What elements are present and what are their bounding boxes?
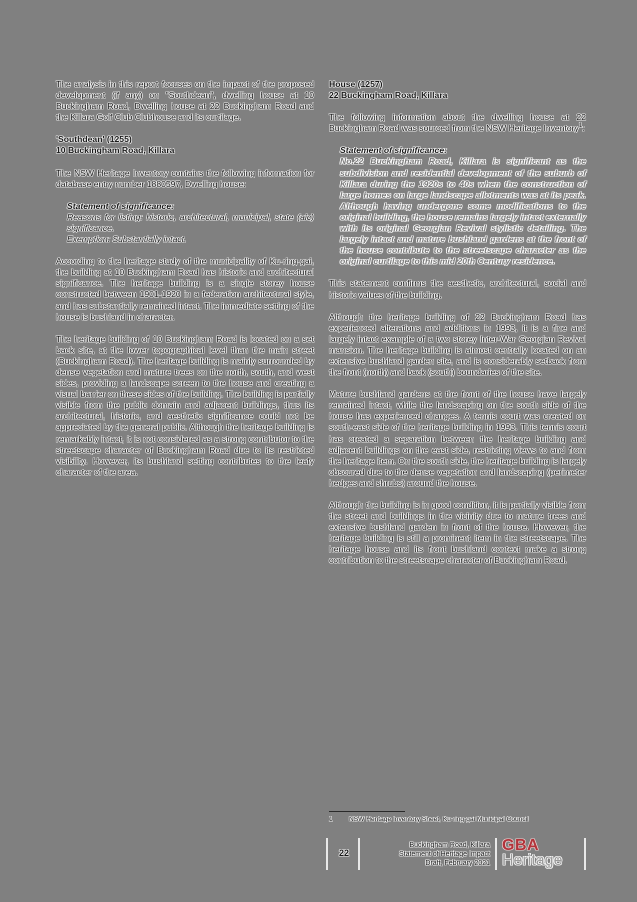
gba-heritage-logo — [502, 838, 582, 870]
setting-paragraph: The heritage building of 10 Buckingham Road is located on a set back site, at the lower topographical level than the main street (Buckingham Road). The heritage building is mainly surrounded by dense vegetation and mature trees on the north, south, and west sides, providing a landscape screen to the house and creating a visual barrier on these sides of the building. The building is partially visible from the public domain and adjacent buildings, thus its architectural, historic, and aesthetic significance could not be appreciated by the general public. Although the heritage building is remarkably intact, it is not considered as a strong contributor to the streetscape character of Buckingham Road due to its restricted visibility. However, its bushland setting contributes to the leafy character of the area. — [56, 333, 314, 477]
southdean-significance-quote — [67, 201, 314, 245]
heritage-study-paragraph: According to the heritage study of the municipality of Ku-ring-gai, the building at 10 Buckingham Road has historic and architectural significance. The heritage building is a single storey house constructed between 1901-1920 in a federation architectural style, and has substantially remained intact. The immediate setting of the house is bushland in character. — [56, 256, 314, 322]
footnote-number: 1 — [329, 816, 333, 823]
house-heading-address: 22 Buckingham Road, Killara — [329, 90, 448, 101]
footnote-text: NSW Heritage Inventory Sheet, Ku-ring-gai Municipal Council — [349, 816, 529, 823]
southdean-heading — [56, 134, 314, 156]
intro-paragraph: The analysis in this report focuses on the impact of the proposed development (if any) on "Southdean", dwelling house at 10 Buckingham Road, Dwelling house at 22 Buckingham Road and the Killara Golf Club Clubhouse and its curtilage. — [56, 79, 314, 123]
condition-paragraph: Although the building is in good condition, it is partially visible from the street and buildings in the vicinity due to mature trees and extensive bushland garden in front of the house. However, the heritage building is still a prominent item in the streetscape. The heritage house and its front bushland context make a strong contribution to the streetscape character of Buckingham Road. — [329, 500, 586, 566]
footer-divider-right — [584, 838, 586, 870]
page-number: 22 — [338, 848, 349, 858]
doc-title: Statement of Heritage Impact — [398, 851, 490, 859]
southdean-heading-name: 'Southdean' (1255) — [56, 134, 132, 145]
footer-divider-logo — [495, 838, 497, 870]
doc-date: Draft, February 2021 — [425, 860, 490, 868]
left-column — [56, 79, 314, 489]
quote-title: Statement of significance: — [67, 200, 174, 211]
page-footer — [326, 838, 588, 870]
footer-divider-page — [358, 838, 360, 870]
doc-location: Buckingham Road, Killara — [409, 842, 490, 849]
right-column — [329, 79, 586, 578]
footnote-reference[interactable]: 1 — [578, 123, 583, 130]
logo-heritage-text: Heritage — [502, 852, 563, 869]
quote-body: No.22 Buckingham Road, Killara is significant as the subdivision and residential development of the suburb of Killara during the 1920s to 40s when the construction of large homes on large landscape allotments was at its peak. Although having undergone some modifications to the original building, the house remains largely intact externally with its original Georgian Revival stylistic detailing. The largely intact and mature bushland gardens at the front of the house contribute to the streetscape character as the original curtilage to this mid 20th Century residence. — [340, 156, 586, 267]
source-paragraph-text: The following information about the dwelling house at 22 Buckingham Road was sourced from the NSW Heritage Inventory — [329, 112, 586, 134]
quote-exemption: Exemption: Substantially intact. — [67, 234, 187, 245]
footer-divider-left — [326, 838, 328, 870]
gardens-paragraph: Mature bushland gardens at the front of the house have largely remained intact, while the landscaping on the south side of the house has experienced changes. A tennis court was created on south-east side of the heritage building in 1993. This tennis court has created a separation between the heritage building and adjacent buildings on the east side, restricting views to and from the heritage item. On the south side, the heritage building is largely obscured due to the dense vegetation and landscaping (perimeter hedges and shrubs) around the house. — [329, 389, 586, 488]
inventory-paragraph: The NSW Heritage Inventory contains the following information for database entry number 1880597, Dwelling house: — [56, 167, 314, 189]
house-heading — [329, 79, 586, 101]
source-paragraph-end: : — [582, 123, 585, 134]
document-info — [362, 841, 490, 869]
quote-reasons: Reasons for listing: historic, architectural, municipal, state (aic) significance. — [67, 211, 314, 233]
house-heading-name: House (1257) — [329, 79, 383, 89]
confirms-paragraph: This statement confirms the aesthetic, architectural, social and historic values of the building. — [329, 278, 586, 300]
logo-gba-text: GBA — [502, 837, 540, 854]
quote-title: Statement of significance: — [340, 145, 447, 156]
house-significance-quote — [340, 145, 586, 267]
alterations-paragraph: Although the heritage building of 22 Buckingham Road has experienced alterations and additions in 1993, it is a fine and largely intact example of a two storey Inter-War Georgian Revival mansion. The heritage building is almost centrally located on an extensive bushland garden site, and is considerably setback from the front (north) and back (south) boundaries of the site. — [329, 311, 586, 378]
source-paragraph — [329, 112, 586, 134]
footnote-divider — [329, 811, 405, 812]
footnote — [329, 815, 529, 824]
southdean-heading-address: 10 Buckingham Road, Killara — [56, 145, 175, 156]
